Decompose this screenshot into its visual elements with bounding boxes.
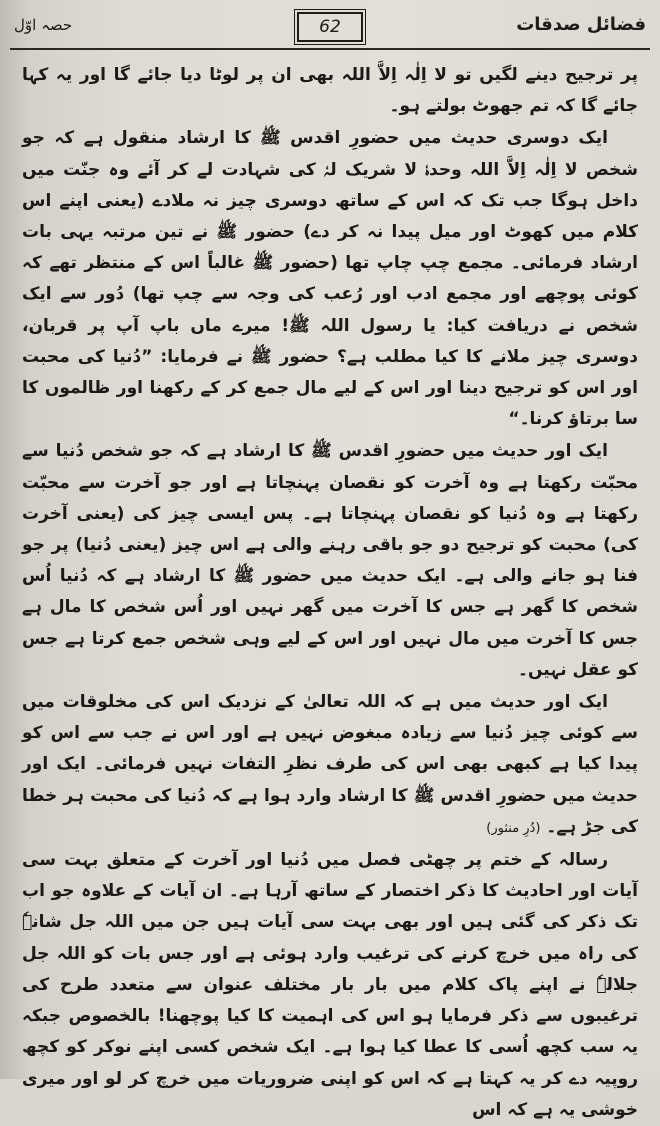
book-title: فضائل صدقات: [516, 14, 646, 35]
source-citation: (دُرِ منثور): [486, 820, 541, 836]
paragraph-text: ایک اور حدیث میں ہے کہ اللہ تعالیٰ کے نزدیک اس کی مخلوقات میں سے کوئی چیز دُنیا سے زیادہ مبغوض نہیں ہے اور اس نے جب سے اس کو پیدا کیا ہے کبھی بھی اس کی طرف نظرِ التفات نہیں فرمائی۔ ایک اور حدیث میں حضورِ اقدس ﷺ کا ارشاد وارد ہوا ہے کہ دُنیا کی محبت ہر خطا کی جڑ ہے۔: [22, 692, 638, 837]
paragraph-2: [22, 123, 638, 435]
page-number: 62: [297, 12, 363, 42]
paragraph-text: ایک اور حدیث میں حضورِ اقدس ﷺ کا ارشاد ہے کہ جو شخص دُنیا سے محبّت رکھتا ہے وہ آخرت کو نقصان پہنچاتا ہے اور جو آخرت سے محبّت رکھتا ہے وہ دُنیا کو نقصان پہنچاتا ہے۔ پس ایسی چیز کی (یعنی آخرت کی) محبت کو ترجیح دو جو باقی رہنے والی ہے اس چیز (یعنی دُنیا) پر جو فنا ہو جانے والی ہے۔ ایک حدیث میں حضور ﷺ کا ارشاد ہے کہ دُنیا اُس شخص کا گھر ہے جس کا آخرت میں گھر نہیں اور اُس شخص کا مال ہے جس کا آخرت میں مال نہیں اور اس کے لیے وہی شخص جمع کرتا ہے جس کو عقل نہیں۔: [22, 441, 638, 680]
paragraph-text: ایک دوسری حدیث میں حضورِ اقدس ﷺ کا ارشاد منقول ہے کہ جو شخص لا اِلٰہ اِلاَّ اللہ وحدہٗ لا شریک لہٗ کی شہادت لے کر آئے وہ جنّت میں داخل ہوگا جب تک کہ اس کے ساتھ دوسری چیز نہ ملادے (یعنی اپنے اس کلام میں کھوٹ اور میل پیدا نہ کر دے) حضور ﷺ نے تین مرتبہ یہی بات ارشاد فرمائی۔ مجمع چپ چاپ تھا (حضور ﷺ غالباً اس کے منتظر تھے کہ کوئی پوچھے اور مجمع ادب اور رُعب کی وجہ سے چپ تھا) دُور سے ایک شخص نے دریافت کیا: یا رسول اللہ ﷺ! میرے ماں باپ آپ پر قربان، دوسری چیز ملانے کا کیا مطلب ہے؟ حضور ﷺ نے فرمایا: ”دُنیا کی محبت اور اس کو ترجیح دینا اور اس کے لیے مال جمع کر کے رکھنا اور ظالموں کا سا برتاؤ کرنا۔“: [22, 128, 638, 430]
page-body: [22, 60, 638, 1120]
paragraph-1: [22, 60, 638, 122]
paragraph-4: [22, 687, 638, 844]
paragraph-3: [22, 436, 638, 686]
header-divider: [10, 48, 650, 50]
paragraph-text: پر ترجیح دینے لگیں تو لا اِلٰہ اِلاَّ اللہ بھی ان پر لوٹا دیا جائے گا اور یہ کہا جائے گا کہ تم جھوٹ بولتے ہو۔: [22, 65, 638, 117]
part-label: حصہ اوّل: [14, 16, 73, 34]
paragraph-5: [22, 845, 638, 1126]
paragraph-text: رسالہ کے ختم پر چھٹی فصل میں دُنیا اور آخرت کے متعلق بہت سی آیات اور احادیث کا ذکر اختصار کے ساتھ آرہا ہے۔ ان آیات کے علاوہ جو اب تک ذکر کی گئی ہیں اور بھی بہت سی آیات ہیں جن میں اللہ جل شانہٗ کی راہ میں خرچ کرنے کی ترغیب وارد ہوئی ہے اور جس بات کو اللہ جل جلالہٗ نے اپنے پاک کلام میں بار بار مختلف عنوان سے متعدد طرح کی ترغیبوں سے ذکر فرمایا ہو اس کی اہمیت کا کیا پوچھنا! بالخصوص جبکہ یہ سب کچھ اُسی کا عطا کیا ہوا ہے۔ ایک شخص کسی اپنے نوکر کو کچھ روپیہ دے کر یہ کہتا ہے کہ اس کو اپنی ضروریات میں خرچ کر لو اور میری خوشی یہ ہے کہ اس: [22, 850, 638, 1120]
page-header: [14, 10, 646, 46]
